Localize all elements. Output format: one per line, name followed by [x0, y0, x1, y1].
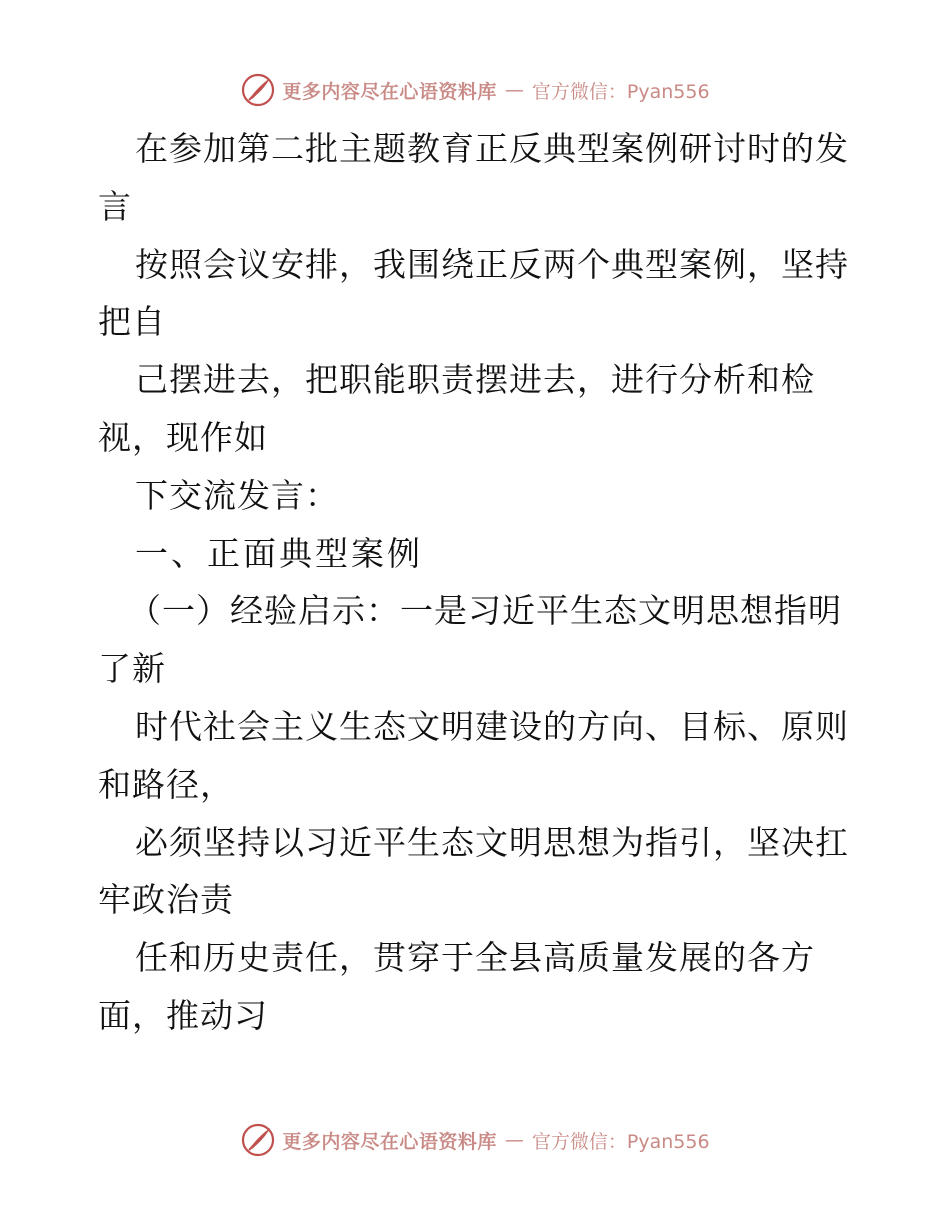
- text-line: 在参加第二批主题教育正反典型案例研讨时的发: [135, 129, 849, 168]
- text-line: （一）经验启示：一是习近平生态文明思想指明: [128, 591, 842, 631]
- text-line: 己摆进去，把职能职责摆进去，进行分析和检: [135, 360, 815, 400]
- header-watermark-banner: [0, 70, 950, 110]
- text-line: 牢政治责: [98, 880, 234, 920]
- footer-watermark-banner: [0, 1120, 950, 1160]
- text-line: 任和历史责任，贯穿于全县高质量发展的各方: [135, 938, 815, 978]
- banner-dash: —: [504, 79, 524, 101]
- banner-wechat: 官方微信：Pyan556: [531, 80, 710, 103]
- quill-pen-logo-icon: [240, 1122, 276, 1158]
- text-line: 必须坚持以习近平生态文明思想为指引，坚决扛: [135, 822, 849, 862]
- quill-pen-logo-icon: [240, 72, 276, 108]
- section-heading: 一、正面典型案例: [135, 533, 423, 573]
- text-line: 按照会议安排，我围绕正反两个典型案例，坚持: [135, 244, 849, 284]
- text-line: 视，现作如: [98, 417, 268, 457]
- banner-text: 更多内容尽在心语资料库: [282, 1130, 497, 1153]
- document-body: [98, 120, 868, 1045]
- text-line: 时代社会主义生态文明建设的方向、目标、原则: [135, 706, 849, 746]
- text-line: 和路径，: [98, 764, 234, 804]
- text-line: 面，推动习: [98, 995, 268, 1035]
- text-line: 下交流发言：: [135, 475, 339, 515]
- text-line: 了新: [98, 649, 166, 689]
- banner-dash: —: [504, 1129, 524, 1151]
- banner-text: 更多内容尽在心语资料库: [282, 80, 497, 103]
- text-line: 言: [98, 186, 132, 226]
- text-line: 把自: [98, 302, 166, 342]
- banner-wechat: 官方微信：Pyan556: [531, 1130, 710, 1153]
